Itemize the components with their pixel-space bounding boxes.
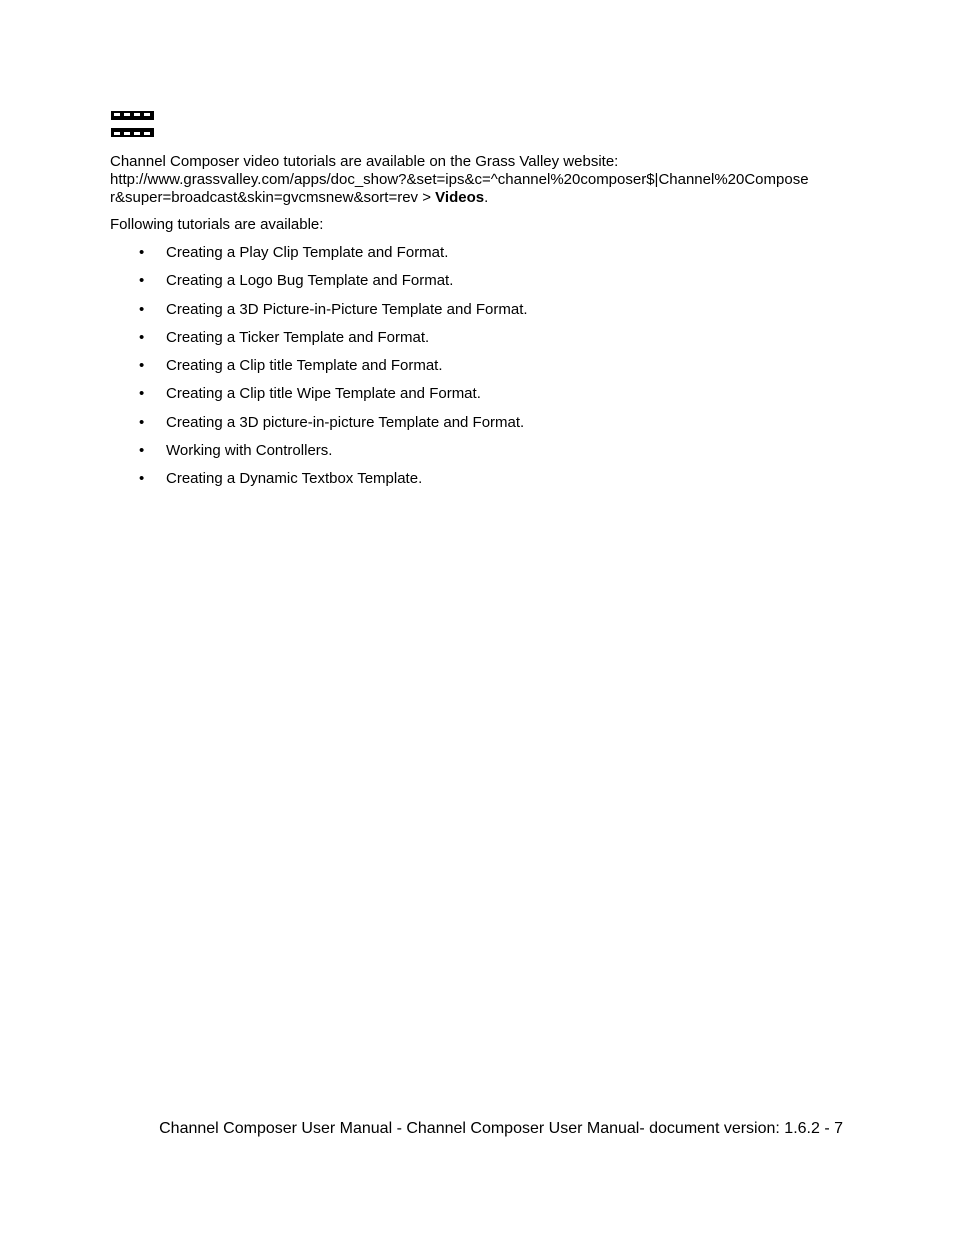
bullet: • [139, 413, 145, 431]
following-tutorials-text: Following tutorials are available: [110, 216, 324, 233]
videos-link[interactable]: Videos [435, 189, 485, 206]
bullet: • [139, 328, 145, 346]
bullet: • [139, 357, 145, 375]
film-strip-icon [111, 111, 154, 137]
bullet: • [139, 244, 145, 261]
tutorial-item: Creating a Play Clip Template and Format. [166, 244, 449, 261]
tutorial-item: Creating a 3D Picture-in-Picture Template and Format. [166, 300, 528, 318]
tutorial-item: Creating a Clip title Wipe Template and Format. [166, 385, 481, 403]
tutorial-item: Creating a Clip title Template and Format. [166, 357, 443, 375]
website-url-line-2[interactable]: r&super=broadcast&skin=gvcmsnew&sort=rev [110, 189, 419, 206]
sentence-end: . [484, 189, 489, 206]
page-footer: Channel Composer User Manual - Channel Composer User Manual- document version: 1.6.2 - 7 [159, 1120, 843, 1137]
tutorial-item: Creating a Logo Bug Template and Format. [166, 272, 454, 290]
tutorial-item: Working with Controllers. [166, 442, 333, 460]
tutorial-item: Creating a 3D picture-in-picture Template and Format. [166, 413, 525, 431]
tutorial-item: Creating a Ticker Template and Format. [166, 328, 430, 346]
bullet: • [139, 385, 145, 403]
bullet: • [139, 470, 145, 488]
path-separator: > [418, 189, 436, 206]
intro-text: Channel Composer video tutorials are available on the Grass Valley website: [110, 153, 619, 170]
bullet: • [139, 272, 145, 290]
bullet: • [139, 300, 145, 318]
website-url-line-1[interactable]: http://www.grassvalley.com/apps/doc_show?&set=ips&c=^channel%20composer$|Channel%20Compose [110, 171, 809, 188]
intro-paragraph [110, 153, 850, 207]
bullet: • [139, 442, 145, 460]
tutorial-item: Creating a Dynamic Textbox Template. [166, 470, 423, 488]
